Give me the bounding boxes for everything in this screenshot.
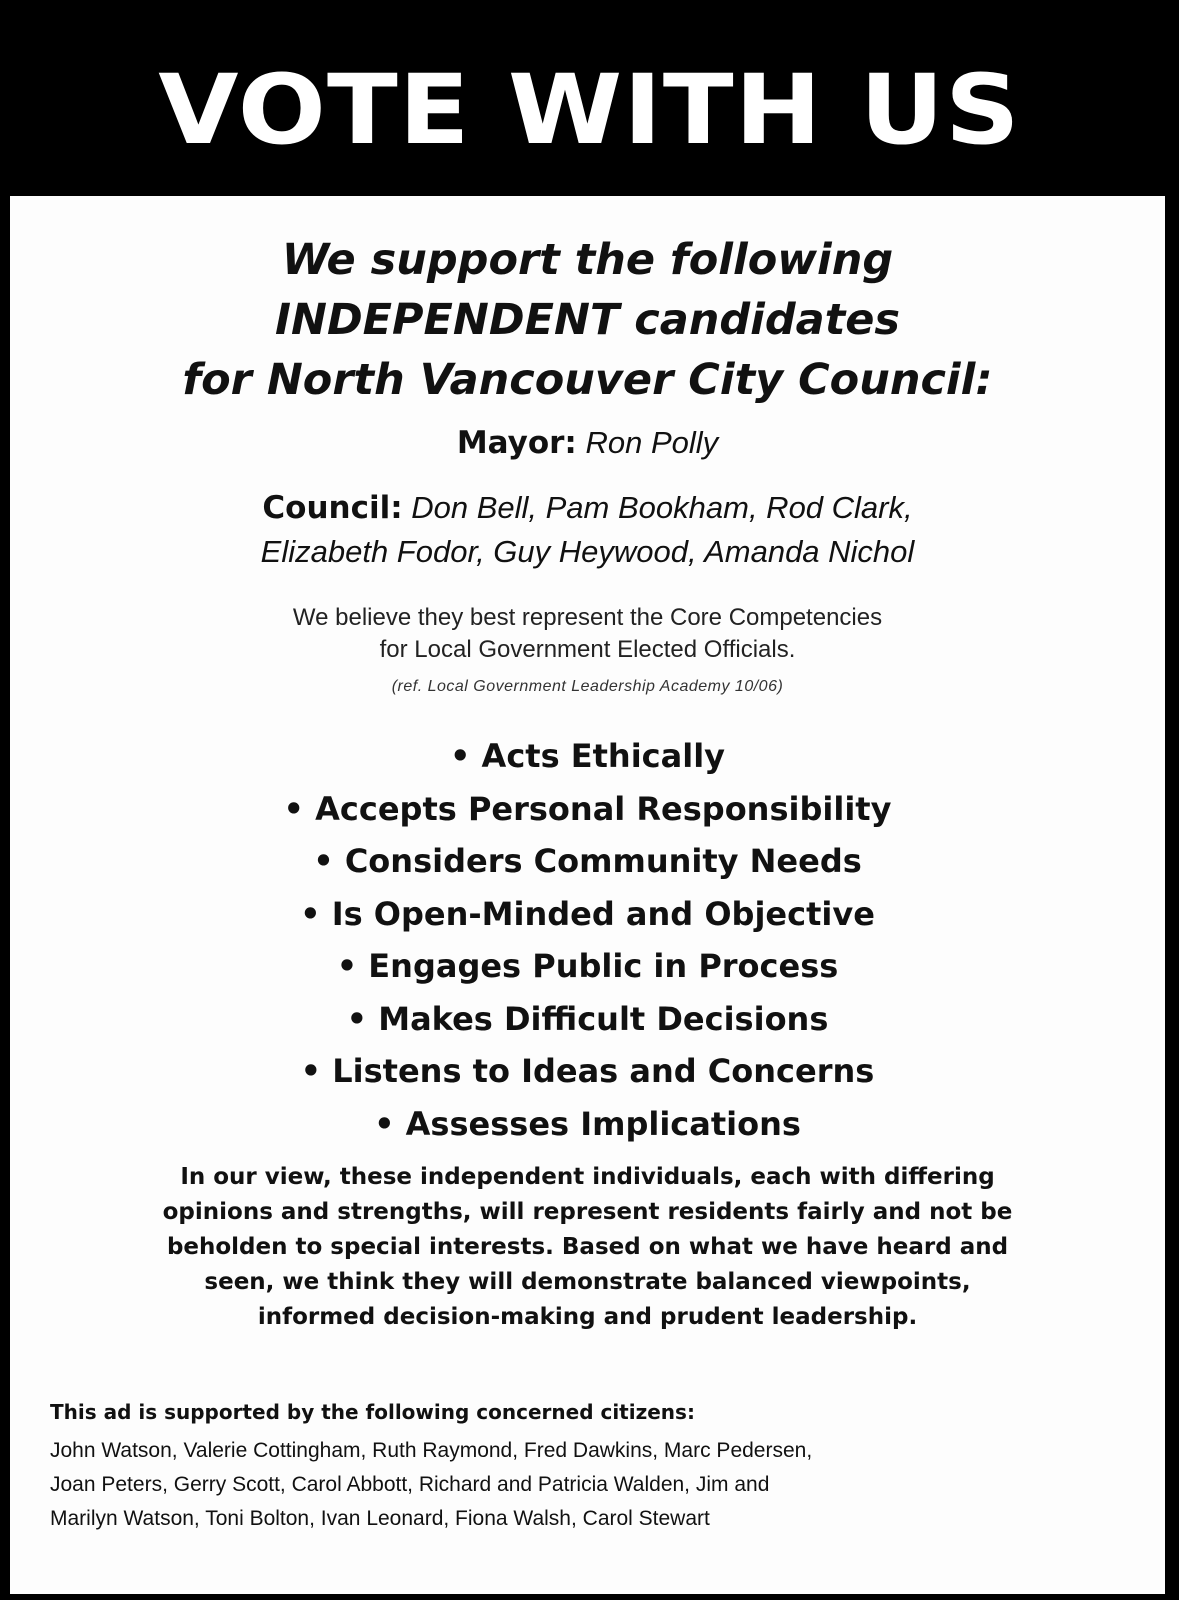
competency-item: • Assesses Implications (10, 1098, 1165, 1151)
belief-line: for Local Government Elected Officials. (379, 636, 796, 663)
competency-item: • Listens to Ideas and Concerns (10, 1045, 1165, 1098)
competency-item: • Engages Public in Process (10, 940, 1165, 993)
supporters-list (50, 1434, 812, 1536)
competency-item: • Is Open-Minded and Objective (10, 888, 1165, 941)
reference-note: (ref. Local Government Leadership Academy 10/06) (391, 678, 784, 695)
headline: VOTE WITH US (158, 54, 1021, 166)
ad-body (10, 196, 1165, 1594)
competency-item: • Acts Ethically (10, 730, 1165, 783)
council-candidates (10, 486, 1165, 574)
supporters-line: John Watson, Valerie Cottingham, Ruth Raymond, Fred Dawkins, Marc Pedersen, (50, 1439, 813, 1462)
view-line: opinions and strengths, will represent residents fairly and not be (162, 1199, 1013, 1225)
supporters-line: Marilyn Watson, Toni Bolton, Ivan Leonard, Fiona Walsh, Carol Stewart (50, 1507, 710, 1530)
competency-item: • Accepts Personal Responsibility (10, 783, 1165, 836)
mayor-candidate (10, 423, 1165, 463)
belief-line: We believe they best represent the Core Competencies (292, 604, 883, 631)
view-line: beholden to special interests. Based on what we have heard and (166, 1234, 1009, 1260)
competency-item: • Considers Community Needs (10, 835, 1165, 888)
competency-item: • Makes Difficult Decisions (10, 993, 1165, 1046)
competency-list (10, 730, 1165, 1150)
supporters-heading: This ad is supported by the following concerned citizens: (50, 1400, 695, 1424)
council-label: Council: (262, 490, 403, 526)
view-statement (10, 1160, 1165, 1335)
belief-statement (10, 602, 1165, 666)
intro-statement (10, 230, 1165, 410)
intro-line: for North Vancouver City Council: (182, 355, 993, 405)
intro-line: INDEPENDENT candidates (274, 295, 901, 345)
supporters-line: Joan Peters, Gerry Scott, Carol Abbott, Richard and Patricia Walden, Jim and (50, 1473, 770, 1496)
view-line: In our view, these independent individuals, each with differing (180, 1164, 995, 1190)
intro-line: We support the following (281, 235, 894, 285)
mayor-label: Mayor: (456, 425, 577, 461)
council-names-line: Don Bell, Pam Bookham, Rod Clark, (411, 490, 913, 525)
view-line: informed decision-making and prudent leadership. (257, 1304, 918, 1330)
mayor-name: Ron Polly (585, 425, 719, 460)
council-names-line: Elizabeth Fodor, Guy Heywood, Amanda Nichol (260, 534, 915, 569)
view-line: seen, we think they will demonstrate balanced viewpoints, (204, 1269, 971, 1295)
